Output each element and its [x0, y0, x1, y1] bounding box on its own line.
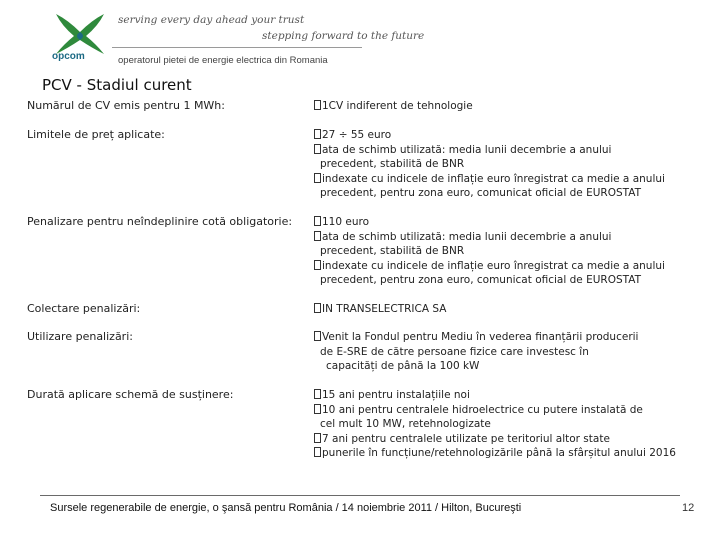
value-line: [314, 128, 665, 143]
value-text: indexate cu indicele de inflație euro înregistrat ca medie a anului: [322, 259, 665, 272]
row-values: [314, 302, 446, 317]
value-line: [314, 186, 665, 201]
bullet-box-icon: [314, 389, 321, 399]
operator-text: operatorul pietei de energie electrica din Romania: [118, 55, 328, 66]
value-text: IN TRANSELECTRICA SA: [322, 303, 447, 315]
value-line: [314, 330, 638, 345]
value-line: [314, 244, 665, 259]
bullet-box-icon: [314, 404, 321, 414]
value-line: [314, 403, 676, 418]
value-text: 110 euro: [322, 216, 370, 228]
row-label: Durată aplicare schemă de susținere:: [27, 388, 234, 401]
page-title: PCV - Stadiul curent: [42, 76, 192, 94]
row-values: [314, 330, 638, 374]
value-line: [314, 99, 473, 114]
row-label: Limitele de preț aplicate:: [27, 128, 165, 141]
value-text: cel mult 10 MW, retehnologizate: [320, 418, 491, 431]
value-text: 7 ani pentru centralele utilizate pe teritoriul altor state: [322, 432, 610, 445]
footer-text: Sursele regenerabile de energie, o şansă pentru România / 14 noiembrie 2011 / Hilton, Bucureşti: [50, 502, 522, 514]
value-text: Venit la Fondul pentru Mediu în vederea finanțării producerii: [322, 331, 639, 343]
value-text: 15 ani pentru instalațiile noi: [322, 389, 470, 401]
value-line: [314, 143, 665, 158]
value-text: de E-SRE de către persoane fizice care investesc în: [320, 345, 589, 358]
value-text: punerile în funcțiune/retehnologizările până la sfârșitul anului 2016: [322, 447, 676, 460]
row-values: [314, 388, 676, 461]
value-line: [314, 215, 665, 230]
value-text: precedent, pentru zona euro, comunicat oficial de EUROSTAT: [320, 274, 642, 287]
value-line: [314, 345, 638, 360]
value-line: [314, 157, 665, 172]
value-line: [314, 230, 665, 245]
bullet-box-icon: [314, 433, 321, 443]
bullet-box-icon: [314, 144, 321, 154]
value-line: [314, 259, 665, 274]
row-label: Numărul de CV emis pentru 1 MWh:: [27, 99, 225, 112]
value-line: [314, 432, 676, 447]
value-line: [314, 273, 665, 288]
row-values: [314, 215, 665, 288]
tagline-1: serving every day ahead your trust: [118, 14, 305, 26]
value-text: 10 ani pentru centralele hidroelectrice cu putere instalată de: [322, 403, 643, 416]
bullet-box-icon: [314, 331, 321, 341]
value-text: 27 ÷ 55 euro: [322, 129, 392, 141]
header-divider: [112, 47, 362, 48]
value-line: [314, 302, 446, 317]
value-text: precedent, stabilită de BNR: [320, 245, 465, 258]
bullet-box-icon: [314, 260, 321, 270]
row-label: Utilizare penalizări:: [27, 330, 133, 343]
row-values: [314, 128, 665, 201]
bullet-box-icon: [314, 173, 321, 183]
value-text: indexate cu indicele de inflație euro înregistrat ca medie a anului: [322, 172, 665, 185]
bullet-box-icon: [314, 303, 321, 313]
row-values: [314, 99, 473, 114]
footer-divider: [40, 495, 680, 496]
value-text: capacități de până la 100 kW: [326, 360, 480, 373]
tagline-2: stepping forward to the future: [262, 30, 425, 42]
value-line: [314, 359, 638, 374]
value-line: [314, 446, 676, 461]
value-line: [314, 417, 676, 432]
logo-text: opcom: [52, 51, 85, 62]
bullet-box-icon: [314, 129, 321, 139]
value-text: 1CV indiferent de tehnologie: [322, 100, 473, 112]
value-text: ata de schimb utilizată: media lunii decembrie a anului: [322, 143, 612, 156]
header: [0, 0, 720, 75]
bullet-box-icon: [314, 216, 321, 226]
value-text: precedent, pentru zona euro, comunicat oficial de EUROSTAT: [320, 187, 642, 200]
bullet-box-icon: [314, 447, 321, 457]
value-line: [314, 388, 676, 403]
page-number: 12: [682, 502, 695, 514]
value-text: precedent, stabilită de BNR: [320, 158, 465, 171]
bullet-box-icon: [314, 231, 321, 241]
row-label: Colectare penalizări:: [27, 302, 141, 315]
value-line: [314, 172, 665, 187]
bullet-box-icon: [314, 100, 321, 110]
value-text: ata de schimb utilizată: media lunii decembrie a anului: [322, 230, 612, 243]
row-label: Penalizare pentru neîndeplinire cotă obligatorie:: [27, 215, 293, 228]
